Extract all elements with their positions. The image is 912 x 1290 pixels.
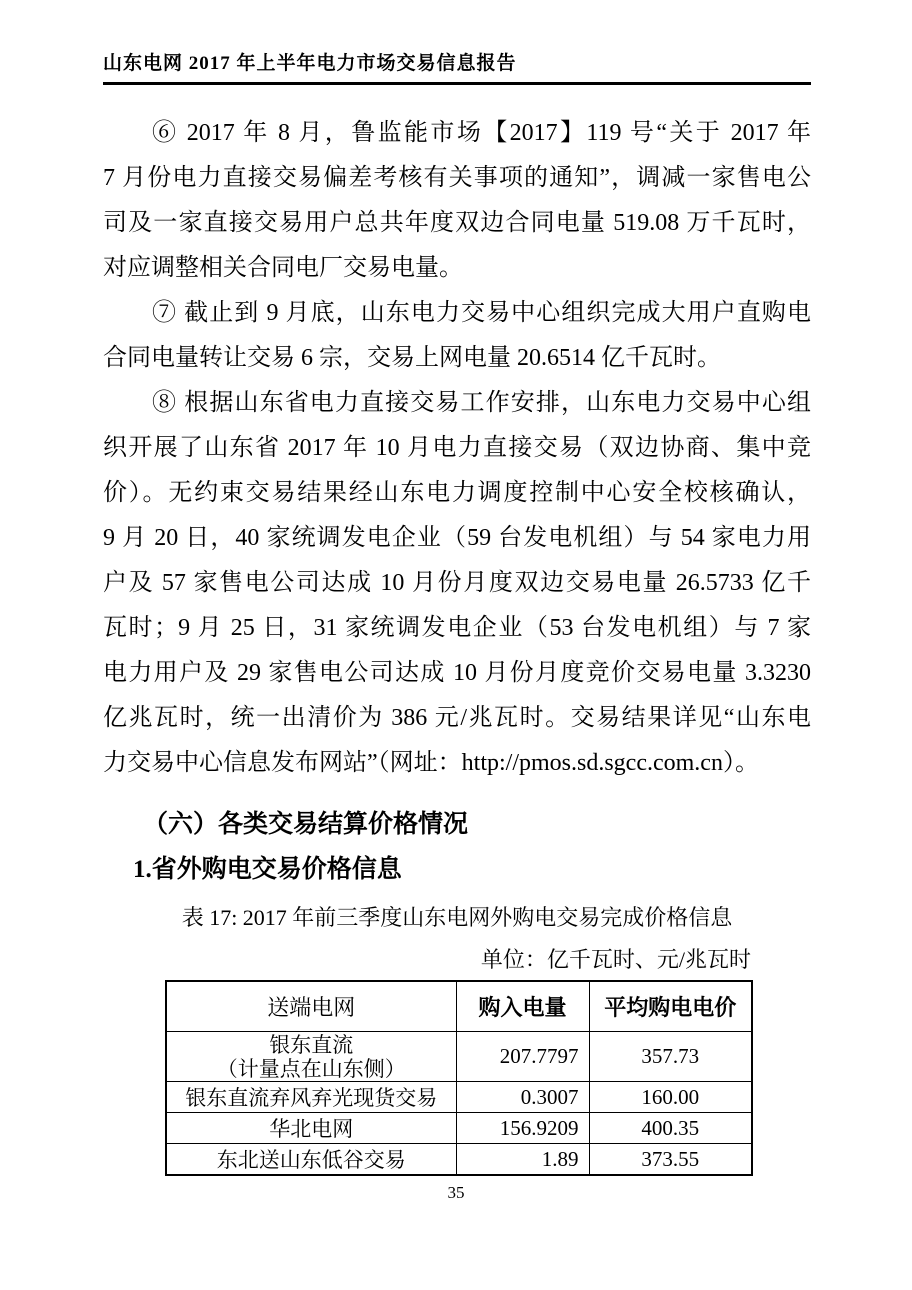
report-header — [103, 52, 811, 85]
subsection-heading: 1.省外购电交易价格信息 — [133, 856, 402, 883]
paragraph-8-line: 亿兆瓦时，统一出清价为 386 元/兆瓦时。交易结果详见“山东电 — [103, 705, 811, 731]
cell-price: 400.35 — [589, 1113, 752, 1144]
purchase-price-table — [165, 980, 753, 1176]
paragraph-8-line: 织开展了山东省 2017 年 10 月电力直接交易（双边协商、集中竞 — [103, 435, 811, 461]
grid-name-line1: 银东直流 — [269, 1032, 354, 1057]
paragraph-6-line: 司及一家直接交易用户总共年度双边合同电量 519.08 万千瓦时， — [103, 210, 811, 236]
paragraph-8-line: 9 月 20 日，40 家统调发电企业（59 台发电机组）与 54 家电力用 — [103, 525, 811, 551]
paragraph-6-line: ⑥ 2017 年 8 月，鲁监能市场【2017】119 号“关于 2017 年 — [152, 120, 811, 146]
paragraph-7-line: 合同电量转让交易 6 宗，交易上网电量 20.6514 亿千瓦时。 — [103, 345, 721, 371]
cell-volume: 0.3007 — [456, 1082, 589, 1113]
table-block — [165, 940, 751, 1176]
table-unit-note: 单位：亿千瓦时、元/兆瓦时 — [480, 947, 751, 972]
page-content — [103, 0, 811, 1176]
paragraph-8-line: 电力用户及 29 家售电公司达成 10 月份月度竞价交易电量 3.3230 — [103, 660, 811, 686]
report-header-title: 山东电网 2017 年上半年电力市场交易信息报告 — [103, 53, 517, 74]
paragraph-8-line: ⑧ 根据山东省电力直接交易工作安排，山东电力交易中心组 — [152, 390, 811, 416]
cell-grid-name — [166, 1032, 456, 1082]
cell-volume: 207.7797 — [456, 1032, 589, 1082]
page-number: 35 — [447, 1183, 465, 1202]
table-header-row — [166, 981, 752, 1032]
paragraph-6-line: 对应调整相关合同电厂交易电量。 — [103, 255, 463, 281]
table-row — [166, 1144, 752, 1176]
cell-price: 160.00 — [589, 1082, 752, 1113]
col-header-purchased-volume: 购入电量 — [456, 981, 589, 1032]
paragraph-8-line: 瓦时；9 月 25 日，31 家统调发电企业（53 台发电机组）与 7 家 — [103, 615, 811, 641]
cell-volume: 156.9209 — [456, 1113, 589, 1144]
paragraph-8-line: 户及 57 家售电公司达成 10 月份月度双边交易电量 26.5733 亿千 — [103, 570, 811, 596]
grid-name-line2: （计量点在山东侧） — [216, 1056, 406, 1081]
paragraph-6-line: 7 月份电力直接交易偏差考核有关事项的通知”，调减一家售电公 — [103, 165, 811, 191]
paragraph-7-line: ⑦ 截止到 9 月底，山东电力交易中心组织完成大用户直购电 — [152, 300, 811, 326]
cell-grid-name: 东北送山东低谷交易 — [166, 1144, 456, 1176]
section-heading: （六）各类交易结算价格情况 — [143, 811, 469, 838]
header-rule — [103, 82, 811, 85]
cell-volume: 1.89 — [456, 1144, 589, 1176]
table-caption: 表 17: 2017 年前三季度山东电网外购电交易完成价格信息 — [181, 905, 733, 930]
cell-price: 357.73 — [589, 1032, 752, 1082]
body-text — [103, 111, 811, 786]
col-header-average-price: 平均购电电价 — [589, 981, 752, 1032]
cell-grid-name: 华北电网 — [166, 1113, 456, 1144]
table-row — [166, 1082, 752, 1113]
cell-price: 373.55 — [589, 1144, 752, 1176]
paragraph-8-line: 力交易中心信息发布网站”（网址：http://pmos.sd.sgcc.com.cn）。 — [103, 750, 759, 776]
table-row — [166, 1032, 752, 1082]
col-header-sending-grid: 送端电网 — [166, 981, 456, 1032]
cell-grid-name: 银东直流弃风弃光现货交易 — [166, 1082, 456, 1113]
table-row — [166, 1113, 752, 1144]
paragraph-8-line: 价）。无约束交易结果经山东电力调度控制中心安全校核确认， — [103, 480, 811, 506]
